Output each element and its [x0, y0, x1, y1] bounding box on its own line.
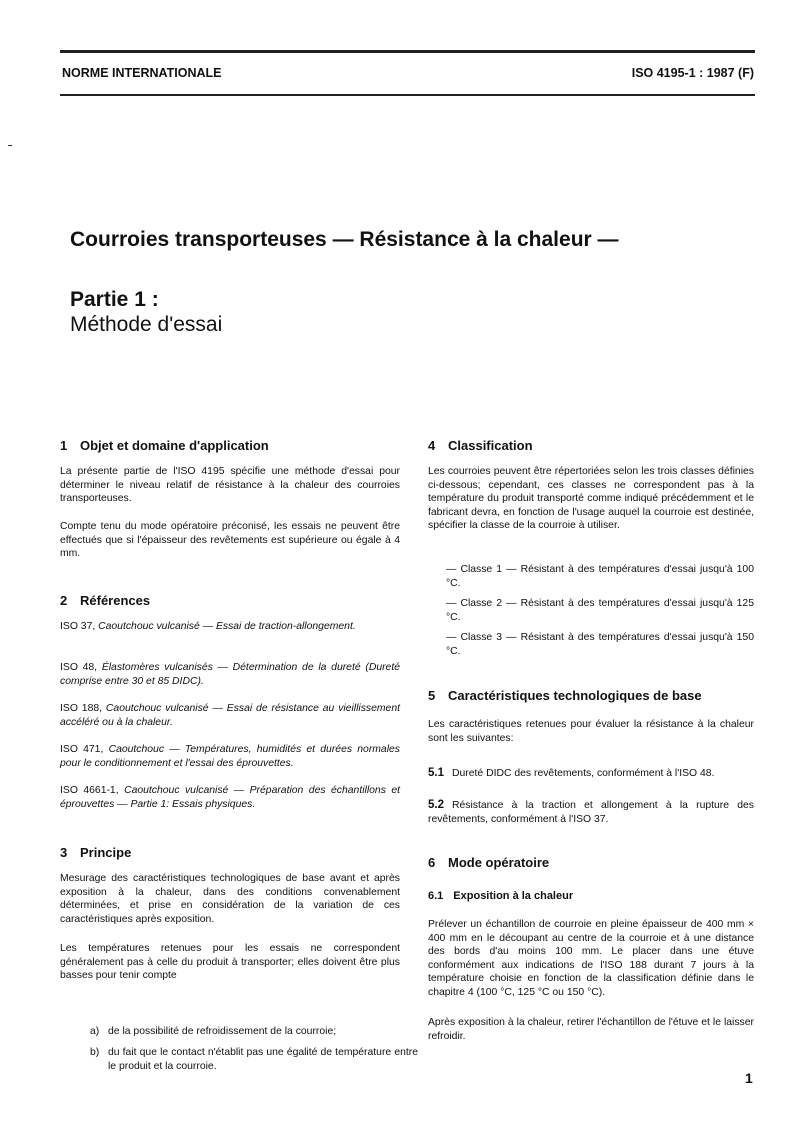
section-6-heading	[428, 855, 754, 870]
text: Objet et domaine d'application	[80, 438, 269, 453]
header-right: ISO 4195-1 : 1987 (F)	[631, 66, 754, 80]
text: 6.1	[428, 890, 444, 902]
section-5-para: Les caractéristiques retenues pour évaluer la résistance à la chaleur sont les suivantes:	[428, 719, 754, 744]
text: 1	[60, 438, 68, 453]
document-title: Courroies transporteuses — Résistance à la chaleur —	[70, 228, 619, 251]
section-1-heading	[60, 438, 400, 453]
text: 5.2	[428, 799, 444, 811]
section-4-para: Les courroies peuvent être répertoriées selon les trois classes définies ci-dessous; cependant, ces classes ne correspondent pas à la température du produit transporté comme indiqué précédemment et le fabricant devra, en fonction de l'usage auquel la courroie est destinée, spécifier la classe de la courroie à utiliser.	[428, 466, 754, 532]
text: ISO 188,	[60, 703, 103, 714]
list-item	[90, 1025, 418, 1039]
reference-item	[60, 743, 400, 770]
subsection-6-1-heading	[428, 890, 754, 902]
text: de la possibilité de refroidissement de la courroie;	[108, 1026, 337, 1037]
section-6-1-para-2: Après exposition à la chaleur, retirer l'échantillon de l'étuve et le laisser refroidir.	[428, 1017, 754, 1042]
section-6-1-para-1: Prélever un échantillon de courroie en pleine épaisseur de 400 mm × 400 mm en le découpant au centre de la courroie et à une distance des bords d'au moins 100 mm. Le placer dans une étuve conformément aux indications de l'ISO 188 durant 7 jours à la température choisie en fonction de la classification définie dans le chapitre 4 (100 °C, 125 °C ou 150 °C).	[428, 919, 754, 998]
reference-item	[60, 620, 400, 634]
text: Principe	[80, 845, 132, 860]
text: ISO 48,	[60, 662, 98, 673]
reference-item	[60, 784, 400, 811]
text: Caoutchouc vulcanisé — Essai de traction-allongement.	[98, 621, 356, 632]
text: ISO 4661-1,	[60, 785, 119, 796]
text: a)	[90, 1026, 100, 1037]
text: 5	[428, 688, 436, 703]
text: b)	[90, 1047, 100, 1058]
text: Élastomères vulcanisés — Détermination de la dureté (Dureté comprise entre 30 et 85 DIDC).	[60, 662, 401, 687]
class-item: — Classe 2 — Résistant à des températures d'essai jusqu'à 125 °C.	[446, 598, 754, 623]
section-5-heading	[428, 688, 768, 703]
section-3-para-2: Les températures retenues pour les essais ne correspondent généralement pas à celle du produit à transporter; elles doivent être plus basses pour tenir compte	[60, 943, 400, 982]
text: ISO 37,	[60, 621, 96, 632]
text: 4	[428, 438, 436, 453]
part-title: Méthode d'essai	[70, 313, 223, 336]
text: 6	[428, 855, 436, 870]
margin-mark	[8, 145, 12, 146]
text: Dureté DIDC des revêtements, conformément à l'ISO 48.	[452, 768, 715, 779]
text: ISO 471,	[60, 744, 104, 755]
text: 5.1	[428, 767, 444, 779]
part-number: Partie 1 :	[70, 288, 159, 311]
text: 3	[60, 845, 68, 860]
text: Caractéristiques technologiques de base	[448, 688, 702, 703]
reference-item	[60, 661, 400, 688]
clause-5-1	[428, 767, 754, 781]
header-rule	[60, 94, 755, 96]
text: Caoutchouc vulcanisé — Préparation des échantillons et éprouvettes — Partie 1: Essais physiques.	[60, 785, 401, 810]
section-4-heading	[428, 438, 754, 453]
text: Caoutchouc vulcanisé — Essai de résistance au vieillissement accéléré ou à la chaleur.	[60, 703, 400, 728]
text: Classification	[448, 438, 533, 453]
section-2-heading	[60, 593, 400, 608]
text: Exposition à la chaleur	[453, 890, 574, 902]
text: Mode opératoire	[448, 855, 550, 870]
reference-item	[60, 702, 400, 729]
list-item	[90, 1046, 418, 1073]
section-3-heading	[60, 845, 400, 860]
section-3-para-1: Mesurage des caractéristiques technologiques de base avant et après exposition à la chaleur, dans des conditions convenablement déterminées, et prise en considération de la variation de ces caractéristiques après exposition.	[60, 873, 400, 925]
section-1-para-2: Compte tenu du mode opératoire préconisé, les essais ne peuvent être effectués que si l'épaisseur des revêtements est supérieure ou égale à 4 mm.	[60, 521, 400, 560]
clause-5-2	[428, 799, 754, 826]
section-1-para-1: La présente partie de l'ISO 4195 spécifie une méthode d'essai pour déterminer le niveau relatif de résistance à la chaleur des courroies transporteuses.	[60, 466, 400, 505]
header-left: NORME INTERNATIONALE	[62, 66, 222, 80]
text: du fait que le contact n'établit pas une égalité de température entre le produit et la courroie.	[108, 1047, 418, 1072]
text: Références	[80, 593, 151, 608]
text: Résistance à la traction et allongement à la rupture des revêtements, conformément à l'ISO 37.	[428, 800, 754, 825]
class-item: — Classe 1 — Résistant à des températures d'essai jusqu'à 100 °C.	[446, 564, 754, 589]
text: 2	[60, 593, 68, 608]
class-item: — Classe 3 — Résistant à des températures d'essai jusqu'à 150 °C.	[446, 632, 754, 657]
page-number: 1	[745, 1070, 753, 1086]
text: Caoutchouc — Températures, humidités et durées normales pour le conditionnement et l'essai des éprouvettes.	[60, 744, 400, 769]
top-rule	[60, 50, 755, 53]
